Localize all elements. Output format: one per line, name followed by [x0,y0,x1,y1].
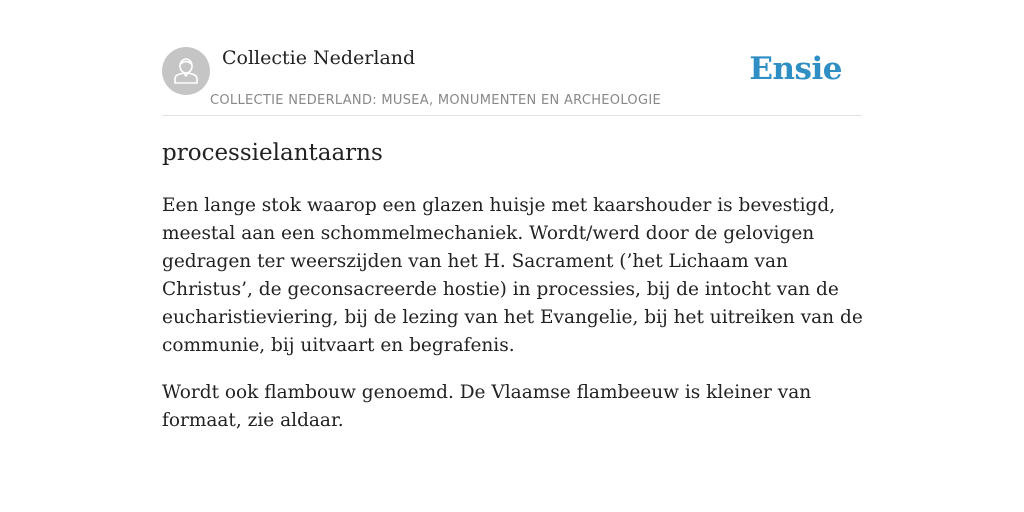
source-subtitle[interactable]: COLLECTIE NEDERLAND: MUSEA, MONUMENTEN EN ARCHEOLOGIE [210,93,661,108]
ensie-logo[interactable]: Ensie [749,51,842,87]
paragraph: Wordt ook flambouw genoemd. De Vlaamse flambeeuw is kleiner van formaat, zie aldaar. [162,382,812,431]
author-name[interactable]: Collectie Nederland [222,47,416,69]
page-header [162,45,862,116]
paragraph: Een lange stok waarop een glazen huisje met kaarshouder is bevestigd, meestal aan een schommelmechaniek. Wordt/werd door de gelovigen gedragen ter weerszijden van het H. Sacrament (’het Lichaam van Christus’, de geconsacreerde hostie) in processies, bij de intocht van de eucharistieviering, bij de lezing van het Evangelie, bij het uitreiken van de communie, bij uitvaart en begrafenis. [162,195,863,356]
entry-body [162,192,864,454]
user-icon [162,47,210,95]
page-title: processielantaarns [162,140,383,166]
avatar[interactable] [162,47,210,95]
